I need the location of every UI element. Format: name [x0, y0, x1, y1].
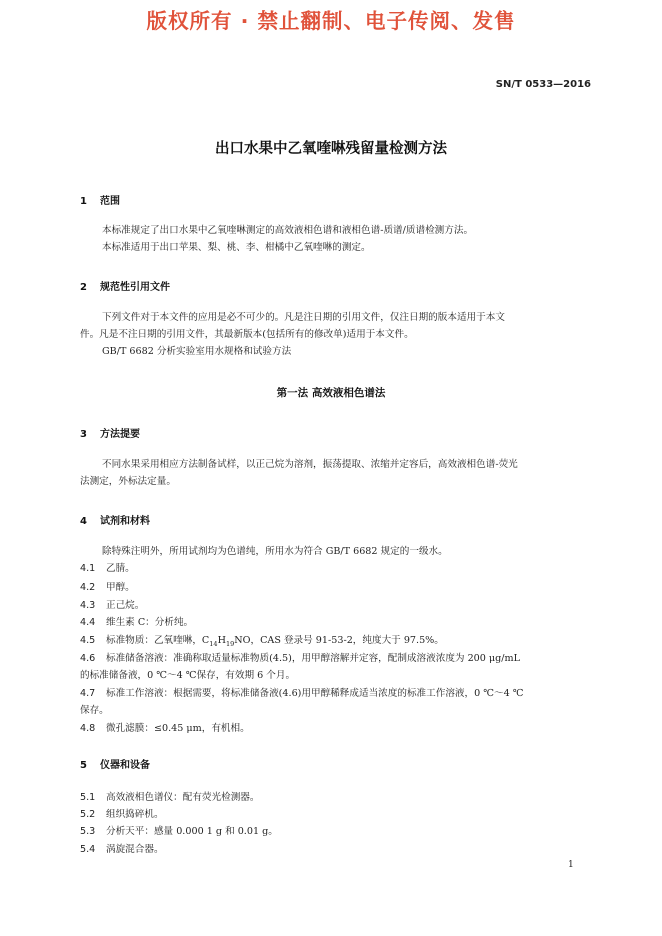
item-text: 甲醇。: [106, 582, 135, 593]
section-title: 规范性引用文件: [100, 282, 170, 293]
paragraph: 本标准规定了出口水果中乙氧喹啉测定的高效液相色谱和液相色谱-质谱/质谱检测方法。: [102, 225, 474, 236]
list-item: [80, 721, 250, 737]
item-text: 正己烷。: [106, 600, 145, 611]
list-item: [80, 615, 193, 631]
section-1-heading: [80, 192, 120, 207]
item-text: 乙腈。: [106, 563, 135, 574]
section-title: 方法提要: [100, 429, 140, 440]
paragraph: 下列文件对于本文件的应用是必不可少的。凡是注日期的引用文件，仅注日期的版本适用于本文: [102, 312, 505, 323]
subscript: 14: [209, 639, 218, 648]
paragraph: 件。凡是不注日期的引用文件，其最新版本(包括所有的修改单)适用于本文件。: [80, 329, 414, 340]
item-number: 4.6: [80, 653, 96, 664]
list-item: [80, 824, 278, 840]
item-number: 5.3: [80, 826, 96, 837]
list-item-continuation: 的标准储备液，0 ℃～4 ℃保存，有效期 6 个月。: [80, 670, 296, 681]
section-number: 1: [80, 196, 87, 207]
copyright-watermark: 版权所有 · 禁止翻制、电子传阅、发售: [146, 9, 516, 33]
item-text: 标准储备溶液：准确称取适量标准物质(4.5)，用甲醇溶解并定容，配制成溶液浓度为 200 μg/mL: [106, 653, 521, 664]
list-item: [80, 686, 523, 702]
list-item: [80, 651, 520, 667]
list-item: [80, 633, 444, 652]
item-number: 4.5: [80, 635, 96, 646]
list-item: [80, 807, 164, 823]
section-4-heading: [80, 512, 150, 527]
list-item: [80, 790, 260, 806]
list-item: [80, 842, 164, 858]
item-number: 4.4: [80, 617, 96, 628]
section-2-heading: [80, 278, 170, 293]
section-number: 4: [80, 516, 87, 527]
page-number: 1: [568, 860, 574, 870]
section-5-heading: [80, 756, 150, 771]
list-item: [80, 580, 135, 596]
item-text: NO，CAS 登录号 91-53-2，纯度大于 97.5%。: [234, 635, 444, 646]
item-text: 微孔滤膜：≤0.45 μm，有机相。: [106, 723, 250, 734]
paragraph: 法测定，外标法定量。: [80, 476, 176, 487]
section-title: 试剂和材料: [100, 516, 150, 527]
section-3-heading: [80, 425, 140, 440]
item-text: 标准工作溶液：根据需要，将标准储备液(4.6)用甲醇稀释成适当浓度的标准工作溶液，0 ℃～4 ℃: [106, 688, 524, 699]
item-number: 4.3: [80, 600, 96, 611]
item-number: 4.2: [80, 582, 96, 593]
item-text: 高效液相色谱仪：配有荧光检测器。: [106, 792, 260, 803]
item-number: 5.1: [80, 792, 96, 803]
item-number: 4.7: [80, 688, 96, 699]
standard-number: SN/T 0533—2016: [495, 79, 591, 90]
document-title: 出口水果中乙氧喹啉残留量检测方法: [215, 141, 447, 157]
item-text: 维生素 C：分析纯。: [106, 617, 194, 628]
item-text: 涡旋混合器。: [106, 844, 164, 855]
section-number: 5: [80, 760, 87, 771]
item-text: 标准物质：乙氧喹啉，C: [106, 635, 210, 646]
item-text: 组织捣碎机。: [106, 809, 164, 820]
item-text: H: [217, 635, 226, 646]
paragraph: 除特殊注明外，所用试剂均为色谱纯，所用水为符合 GB/T 6682 规定的一级水。: [102, 546, 448, 557]
list-item: [80, 561, 135, 577]
item-number: 4.8: [80, 723, 96, 734]
item-number: 4.1: [80, 563, 96, 574]
section-number: 3: [80, 429, 87, 440]
method-heading: 第一法 高效液相色谱法: [276, 387, 386, 399]
section-title: 仪器和设备: [100, 760, 150, 771]
paragraph: 不同水果采用相应方法制备试样，以正己烷为溶剂，振荡提取、浓缩并定容后，高效液相色谱-荧光: [102, 459, 518, 470]
subscript: 19: [225, 639, 235, 648]
list-item: [80, 598, 144, 614]
item-number: 5.4: [80, 844, 96, 855]
item-text: 分析天平：感量 0.000 1 g 和 0.01 g。: [106, 826, 278, 837]
list-item-continuation: 保存。: [80, 705, 109, 716]
section-number: 2: [80, 282, 87, 293]
section-title: 范围: [100, 196, 120, 207]
paragraph: 本标准适用于出口苹果、梨、桃、李、柑橘中乙氧喹啉的测定。: [102, 242, 371, 253]
reference-entry: GB/T 6682 分析实验室用水规格和试验方法: [102, 346, 292, 357]
item-number: 5.2: [80, 809, 96, 820]
